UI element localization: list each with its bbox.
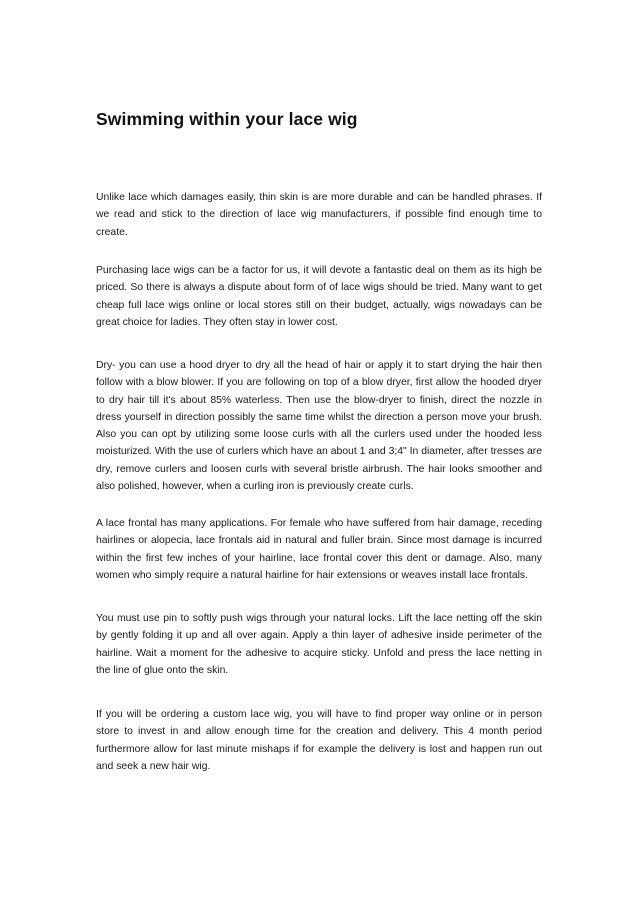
paragraph-6: If you will be ordering a custom lace wig, you will have to find proper way online or in person store to invest in and allow enough time for the creation and delivery. This 4 month period furthermore allow for last minute mishaps if for example the delivery is lost and happen run out and seek a new hair wig. — [96, 709, 542, 772]
paragraph-4: A lace frontal has many applications. For female who have suffered from hair damage, receding hairlines or alopecia, lace frontals aid in natural and fuller brain. Since most damage is incurred within the first few inches of your hairline, lace frontal cover this dent or damage. Also, many women who simply require a natural hairline for hair extensions or weaves install lace frontals. — [96, 518, 542, 581]
paragraph-3: Dry- you can use a hood dryer to dry all the head of hair or apply it to start drying the hair then follow with a blow blower. If you are following on top of a blow dryer, first allow the hooded dryer to dry hair till it's about 85% waterless. Then use the blow-dryer to finish, direct the nozzle in dress yourself in direction possibly the same time whilst the direction a person move your brush. Also you can opt by utilizing some loose curls with all the curlers used under the hooded less moisturized. With the use of curlers which have an about 1 and 3;4" In diameter, after tresses are dry, remove curlers and loosen curls with several bristle airbrush. The hair looks smoother and also polished, however, when a curling iron is previously create curls. — [96, 360, 542, 493]
paragraph-1: Unlike lace which damages easily, thin skin is are more durable and can be handled phrases. If we read and stick to the direction of lace wig manufacturers, if possible find enough time to create. — [96, 192, 542, 238]
paragraph-2: Purchasing lace wigs can be a factor for us, it will devote a fantastic deal on them as its high be priced. So there is always a dispute about form of of lace wigs should be tried. Many want to get cheap full lace wigs online or local stores still on their budget, actually, wigs nowadays can be great choice for ladies. They often stay in lower cost. — [96, 265, 542, 328]
document-title: Swimming within your lace wig — [96, 109, 358, 129]
paragraph-5: You must use pin to softly push wigs through your natural locks. Lift the lace netting off the skin by gently folding it up and all over again. Apply a thin layer of adhesive inside perimeter of the hairline. Wait a moment for the adhesive to acquire sticky. Unfold and press the lace netting in the line of glue onto the skin. — [96, 613, 542, 676]
